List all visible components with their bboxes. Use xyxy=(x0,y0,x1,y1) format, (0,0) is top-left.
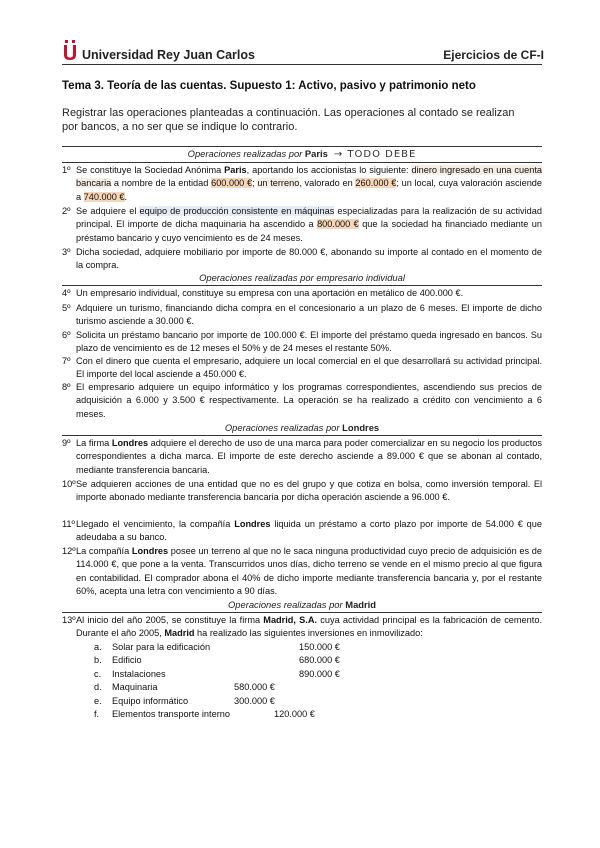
list-item: e. Equipo informático 300.000 € xyxy=(94,695,275,706)
investment-list xyxy=(62,641,542,721)
header-divider xyxy=(62,64,542,65)
list-item: c. Instalaciones 890.000 € xyxy=(94,668,340,679)
operation-12: 12º La compañía Londres posee un terreno al que no le saca ninguna productividad cuyo precio de adquisición es de 114.000 €, que pone a la venta. Transcurridos unos días, dicho terreno se vende en el mismo precio al que figura en contabilidad. El comprador abona el 40% de dicho importe mediante transferencia bancaria y, por el restante 60%, acepta una letra con vencimiento a 90 días. xyxy=(62,546,542,596)
operation-7: 7º Con el dinero que cuenta el empresario, adquiere un local comercial en el que desarrollará su actividad principal. El importe del local asciende a 450.000 €. xyxy=(62,356,542,380)
university-logo xyxy=(62,40,78,62)
section-divider xyxy=(62,612,542,613)
list-item: b. Edificio 680.000 € xyxy=(94,655,340,666)
section-divider xyxy=(62,146,542,147)
operation-3: 3º Dicha sociedad, adquiere mobiliario por importe de 80.000 €, abonando su importe al contado en el momento de la compra. xyxy=(62,247,542,271)
list-item: f. Elementos transporte interno 120.000 € xyxy=(94,708,315,719)
operation-1: 1º Se constituye la Sociedad Anónima Paris, aportando los accionistas lo siguiente: dinero ingresado en una cuenta bancaria a nombre de la entidad 600.000 €; un terreno, valorado en 260.000 €; un local, cuya valoración asciende a 740.000 €. xyxy=(62,165,543,202)
operation-10: 10º Se adquieren acciones de una entidad que no es del grupo y que cotiza en bolsa, como inversión temporal. El importe abonado mediante transferencia bancaria por dicha operación asciende a 96.000 €. xyxy=(62,479,542,503)
page-title: Tema 3. Teoría de las cuentas. Supuesto 1: Activo, pasivo y patrimonio neto xyxy=(62,80,476,92)
operation-11: 11º Llegado el vencimiento, la compañía Londres liquida un préstamo a corto plazo por importe de 54.000 € que adeudaba a su banco. xyxy=(62,519,542,543)
operation-9: 9º La firma Londres adquiere el derecho de uso de una marca para poder comercializar en su negocio los productos correspondientes a dicha marca. El importe de este derecho asciende a 89.000 € que se abonan al contado, mediante transferencia bancaria. xyxy=(62,438,542,475)
section-header-individual: Operaciones realizadas por empresario individual xyxy=(199,272,405,283)
list-item: d. Maquinaria 580.000 € xyxy=(94,682,275,693)
university-name: Universidad Rey Juan Carlos xyxy=(82,48,255,62)
section-header-paris: Operaciones realizadas por Paris → TODO DEBE xyxy=(187,148,417,160)
operation-5: 5º Adquiere un turismo, financiando dicha compra en el concesionario a un plazo de 6 meses. El importe de dicho turismo asciende a 30.000 €. xyxy=(62,303,542,327)
operation-6: 6º Solicita un préstamo bancario por importe de 100.000 €. El importe del préstamo queda ingresado en bancos. Su plazo de vencimiento es de 12 meses el 50% y de 24 meses el restante 50%. xyxy=(62,330,542,354)
operation-8: 8º El empresario adquiere un equipo informático y los programas correspondientes, ascendiendo sus precios de adquisición a 6.000 y 3.500 € respectivamente. La operación se ha realizado a crédito con vencimiento a 6 meses. xyxy=(62,382,542,419)
operation-13: 13º Al inicio del año 2005, se constituye la firma Madrid, S.A. cuya actividad principal es la fabricación de cemento. Durante el año 2005, Madrid ha realizado las siguientes inversiones en inmovilizado: xyxy=(62,615,542,639)
section-header-londres: Operaciones realizadas por Londres xyxy=(224,422,380,433)
course-title: Ejercicios de CF-I xyxy=(443,48,544,62)
section-header-madrid: Operaciones realizadas por Madrid xyxy=(228,599,376,610)
handwritten-note: → TODO DEBE xyxy=(333,149,417,160)
section-divider xyxy=(62,285,542,286)
intro-paragraph: Registrar las operaciones planteadas a continuación. Las operaciones al contado se realizan por bancos, a no ser que se indique lo contrario. xyxy=(62,107,515,133)
operation-2: 2º Se adquiere el equipo de producción consistente en máquinas especializadas para la realización de su actividad principal. El importe de dicha maquinaria ha ascendido a 800.000 € que la sociedad ha financiado mediante un préstamo bancario y cuyo vencimiento es de 24 meses. xyxy=(62,206,542,243)
section-divider xyxy=(62,162,542,163)
operation-4: 4º Un empresario individual, constituye su empresa con una aportación en metálico de 400.000 €. xyxy=(62,288,464,298)
section-divider xyxy=(62,435,542,436)
page-header xyxy=(62,40,542,64)
list-item: a. Solar para la edificación 150.000 € xyxy=(94,642,340,652)
